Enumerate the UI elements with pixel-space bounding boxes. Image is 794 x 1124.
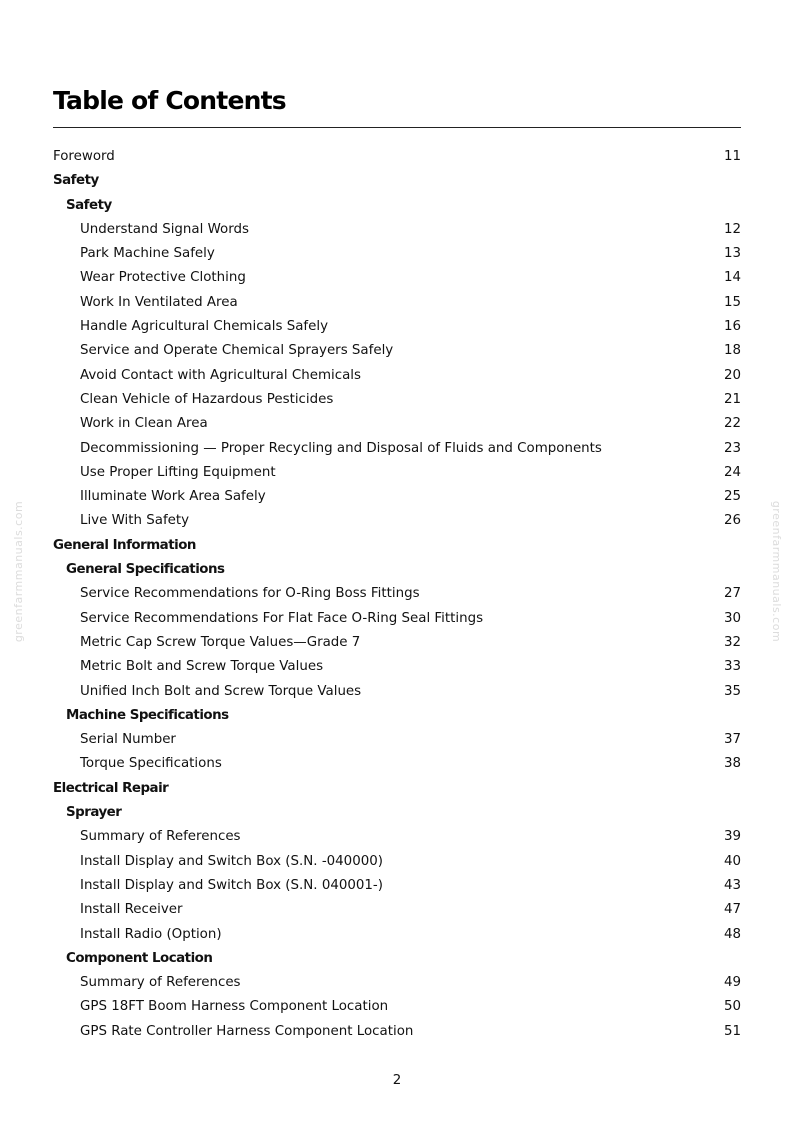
toc-entry[interactable]: [53, 995, 741, 1019]
toc-entry-page: 15: [723, 294, 741, 310]
toc-entry-title: Illuminate Work Area Safely: [80, 489, 266, 505]
toc-entry-title: Summary of References: [80, 829, 241, 845]
toc-entry-page: 25: [723, 489, 741, 505]
toc-entry-page: 32: [723, 634, 741, 650]
toc-entry-page: 51: [723, 1023, 741, 1039]
toc-entry-title: Install Receiver: [80, 902, 183, 918]
toc-entry-title: Service Recommendations For Flat Face O-Ring Seal Fittings: [80, 610, 484, 626]
toc-entry-page: 18: [723, 343, 741, 359]
toc-entry-title: Summary of References: [80, 975, 241, 991]
toc-entry[interactable]: [53, 461, 741, 485]
toc-entry-title: Work In Ventilated Area: [80, 294, 238, 310]
toc-entry-page: 48: [723, 926, 741, 942]
toc-entry-title: Electrical Repair: [53, 780, 169, 796]
toc-entry[interactable]: [53, 752, 741, 776]
toc-entry[interactable]: [53, 971, 741, 995]
toc-entry-title: Live With Safety: [80, 513, 190, 529]
toc-list: [53, 145, 741, 1044]
toc-entry-title: Install Display and Switch Box (S.N. -040000): [80, 853, 383, 869]
toc-entry-title: Torque Specifications: [80, 756, 222, 772]
toc-entry[interactable]: [53, 728, 741, 752]
toc-entry[interactable]: [53, 680, 741, 704]
toc-entry-page: 27: [723, 586, 741, 602]
toc-entry[interactable]: [53, 266, 741, 290]
toc-entry[interactable]: [53, 898, 741, 922]
toc-entry[interactable]: [53, 509, 741, 533]
toc-entry-title: Decommissioning — Proper Recycling and Disposal of Fluids and Components: [80, 440, 602, 456]
toc-entry[interactable]: [53, 388, 741, 412]
toc-entry[interactable]: [53, 339, 741, 363]
toc-entry-page: 30: [723, 610, 741, 626]
watermark-left: greenfarmmanuals.com: [12, 500, 26, 643]
toc-section-heading[interactable]: [53, 169, 741, 193]
toc-section-heading[interactable]: [53, 777, 741, 801]
toc-entry-title: GPS Rate Controller Harness Component Location: [80, 1023, 414, 1039]
toc-entry-title: Service Recommendations for O-Ring Boss Fittings: [80, 586, 420, 602]
toc-section-heading[interactable]: [53, 558, 741, 582]
toc-entry-title: Safety: [66, 197, 112, 213]
toc-entry-title: Park Machine Safely: [80, 246, 215, 262]
toc-entry[interactable]: [53, 825, 741, 849]
toc-entry-page: 37: [723, 732, 741, 748]
toc-entry-page: 47: [723, 902, 741, 918]
toc-entry[interactable]: [53, 315, 741, 339]
toc-entry-title: Use Proper Lifting Equipment: [80, 464, 276, 480]
toc-entry-page: 22: [723, 416, 741, 432]
toc-entry-page: 20: [723, 367, 741, 383]
toc-entry-title: General Information: [53, 537, 196, 553]
toc-section-heading[interactable]: [53, 947, 741, 971]
toc-entry-page: 13: [723, 246, 741, 262]
watermark-right: greenfarmmanuals.com: [770, 500, 784, 643]
toc-entry-title: Clean Vehicle of Hazardous Pesticides: [80, 391, 334, 407]
toc-entry-page: 40: [723, 853, 741, 869]
toc-entry-title: Foreword: [53, 149, 115, 164]
toc-entry-page: 11: [723, 149, 741, 164]
toc-entry[interactable]: [53, 607, 741, 631]
toc-entry[interactable]: [53, 850, 741, 874]
toc-entry-page: 24: [723, 464, 741, 480]
toc-entry-title: General Specifications: [66, 562, 225, 578]
toc-entry-title: Install Display and Switch Box (S.N. 040001-): [80, 877, 383, 893]
toc-entry[interactable]: [53, 655, 741, 679]
toc-entry[interactable]: [53, 485, 741, 509]
toc-section-heading[interactable]: [53, 145, 741, 169]
page-number: 2: [392, 1073, 402, 1088]
toc-section-heading[interactable]: [53, 704, 741, 728]
toc-entry-page: 12: [723, 221, 741, 237]
toc-entry-title: Work in Clean Area: [80, 416, 208, 432]
toc-entry-page: 26: [723, 513, 741, 529]
toc-entry-title: Metric Cap Screw Torque Values—Grade 7: [80, 634, 361, 650]
toc-entry[interactable]: [53, 631, 741, 655]
toc-entry[interactable]: [53, 923, 741, 947]
toc-entry[interactable]: [53, 218, 741, 242]
toc-entry-title: Unified Inch Bolt and Screw Torque Values: [80, 683, 362, 699]
toc-entry-page: 49: [723, 975, 741, 991]
toc-entry-title: Serial Number: [80, 732, 176, 748]
toc-section-heading[interactable]: [53, 194, 741, 218]
toc-entry-title: Handle Agricultural Chemicals Safely: [80, 319, 329, 335]
toc-entry-page: 39: [723, 829, 741, 845]
toc-entry-page: 14: [723, 270, 741, 286]
toc-entry-title: GPS 18FT Boom Harness Component Location: [80, 999, 389, 1015]
toc-entry[interactable]: [53, 874, 741, 898]
toc-entry-page: 43: [723, 877, 741, 893]
toc-entry-title: Avoid Contact with Agricultural Chemicals: [80, 367, 361, 383]
toc-entry-title: Component Location: [66, 950, 213, 966]
toc-entry-title: Machine Specifications: [66, 707, 229, 723]
toc-section-heading[interactable]: [53, 801, 741, 825]
title-divider: [53, 127, 741, 128]
toc-entry[interactable]: [53, 582, 741, 606]
page-title: Table of Contents: [53, 86, 286, 115]
toc-entry-page: 23: [723, 440, 741, 456]
toc-entry[interactable]: [53, 412, 741, 436]
toc-entry-page: 35: [723, 683, 741, 699]
toc-entry-title: Install Radio (Option): [80, 926, 222, 942]
toc-entry-title: Metric Bolt and Screw Torque Values: [80, 659, 324, 675]
toc-entry-page: 50: [723, 999, 741, 1015]
toc-entry-page: 21: [723, 391, 741, 407]
toc-entry-page: 33: [723, 659, 741, 675]
toc-entry-page: 38: [723, 756, 741, 772]
toc-entry-title: Sprayer: [66, 805, 122, 821]
toc-entry[interactable]: [53, 364, 741, 388]
toc-entry-page: 16: [723, 319, 741, 335]
toc-entry-title: Understand Signal Words: [80, 221, 249, 237]
toc-section-heading[interactable]: [53, 534, 741, 558]
toc-entry-title: Service and Operate Chemical Sprayers Safely: [80, 343, 394, 359]
toc-entry[interactable]: [53, 291, 741, 315]
toc-entry[interactable]: [53, 242, 741, 266]
toc-entry-title: Safety: [53, 173, 99, 189]
toc-entry[interactable]: [53, 1020, 741, 1044]
toc-entry[interactable]: [53, 437, 741, 461]
toc-entry-title: Wear Protective Clothing: [80, 270, 246, 286]
